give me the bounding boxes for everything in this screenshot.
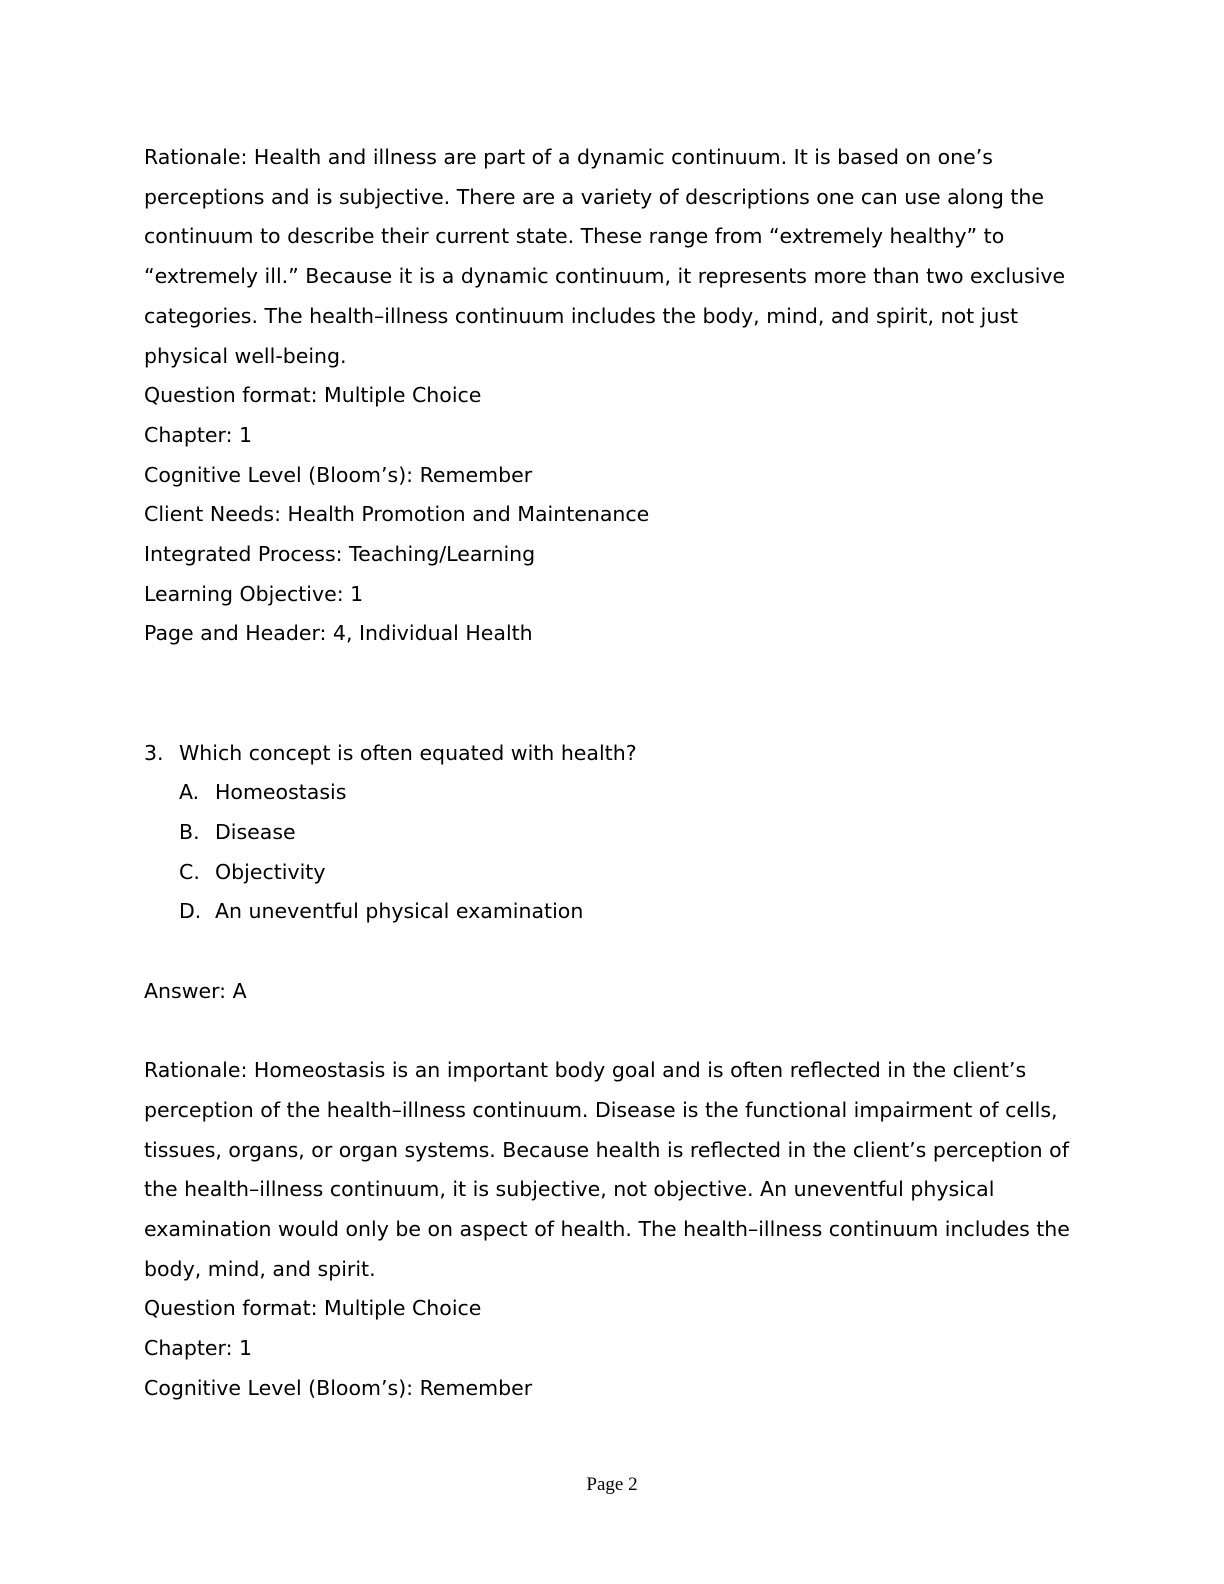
page-content: [144, 138, 1084, 1408]
option-letter: B.: [179, 819, 200, 844]
answer-gap: [144, 932, 1084, 972]
page-number: Page 2: [586, 1474, 638, 1495]
page-footer: [0, 1474, 1224, 1496]
integrated-process-q2: Integrated Process: Teaching/Learning: [144, 542, 536, 567]
option-text: Disease: [215, 819, 296, 844]
option-c: [144, 853, 1084, 893]
page-and-header-q2: Page and Header: 4, Individual Health: [144, 621, 533, 646]
question-3: [144, 734, 1084, 774]
rationale-paragraph-q3: Rationale: Homeostasis is an important body goal and is often reflected in the client’s perception of the health–illness continuum. Disease is the functional impairment of cells, tissues, organs, or organ systems. Because health is reflected in the client’s perception of the health–illness continuum, it is subjective, not objective. An uneventful physical examination would only be on aspect of health. The health–illness continuum includes the body, mind, and spirit.: [144, 1058, 1070, 1281]
learning-objective-q2: Learning Objective: 1: [144, 581, 364, 606]
option-text: Objectivity: [215, 859, 326, 884]
cognitive-level-q3: Cognitive Level (Bloom’s): Remember: [144, 1375, 533, 1400]
answer-options: [144, 773, 1084, 932]
question-format-q3: Question format: Multiple Choice: [144, 1296, 482, 1321]
chapter-q3: Chapter: 1: [144, 1336, 253, 1361]
option-a: [144, 773, 1084, 813]
option-letter: A.: [179, 780, 200, 805]
option-text: An uneventful physical examination: [215, 899, 584, 924]
rationale-paragraph-q2: Rationale: Health and illness are part of a dynamic continuum. It is based on one’s perceptions and is subjective. There are a variety of descriptions one can use along the continuum to describe their current state. These range from “extremely healthy” to “extremely ill.” Because it is a dynamic continuum, it represents more than two exclusive categories. The health–illness continuum includes the body, mind, and spirit, not just physical well-being.: [144, 145, 1066, 368]
chapter-q2: Chapter: 1: [144, 422, 253, 447]
question-number: 3.: [144, 740, 164, 765]
client-needs-q2: Client Needs: Health Promotion and Maintenance: [144, 502, 650, 527]
answer-line: Answer: A: [144, 978, 247, 1003]
cognitive-level-q2: Cognitive Level (Bloom’s): Remember: [144, 462, 533, 487]
rationale-gap: [144, 1011, 1084, 1051]
section-gap: [144, 654, 1084, 733]
option-letter: D.: [179, 899, 202, 924]
option-letter: C.: [179, 859, 200, 884]
option-d: [144, 892, 1084, 932]
option-text: Homeostasis: [215, 780, 347, 805]
question-text: Which concept is often equated with health?: [179, 740, 637, 765]
question-format-q2: Question format: Multiple Choice: [144, 383, 482, 408]
option-b: [144, 813, 1084, 853]
